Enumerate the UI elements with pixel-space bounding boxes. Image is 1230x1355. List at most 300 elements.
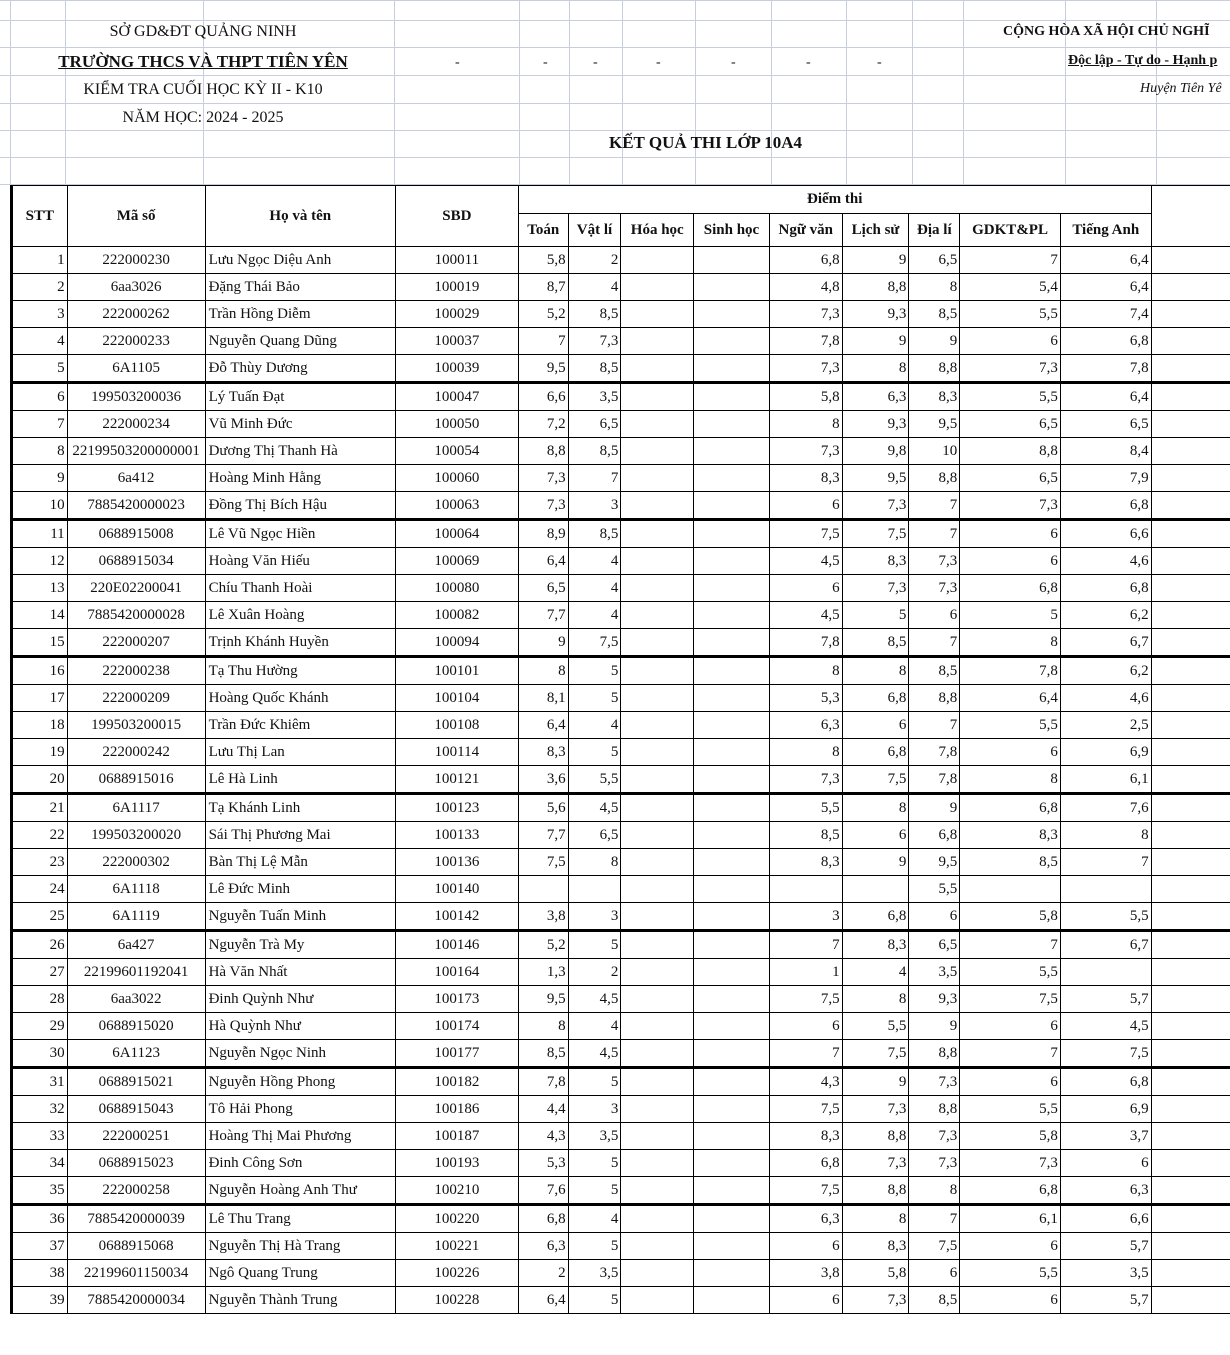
- cell-tieng-anh: 6,1: [1060, 766, 1151, 794]
- cell-ma-so: 0688915043: [67, 1096, 205, 1123]
- cell-vat-li: 5,5: [568, 766, 621, 794]
- cell-dia-li: 7: [909, 492, 960, 520]
- cell-gdktpl: 5,5: [960, 383, 1061, 411]
- cell-toan: 8,1: [518, 685, 568, 712]
- cell-dia-li: 7,8: [909, 739, 960, 766]
- cell-blank: [1151, 959, 1230, 986]
- cell-stt: 33: [12, 1123, 68, 1150]
- cell-gdktpl: 5: [960, 602, 1061, 629]
- cell-lich-su: 6: [842, 822, 909, 849]
- cell-sbd: 100064: [395, 520, 518, 548]
- cell-ngu-van: 8,3: [769, 465, 842, 492]
- table-row: [12, 1096, 1230, 1123]
- cell-toan: 2: [518, 1260, 568, 1287]
- cell-tieng-anh: 6,2: [1060, 657, 1151, 685]
- header-subject: Ngữ văn: [769, 214, 842, 247]
- cell-gdktpl: 5,5: [960, 1096, 1061, 1123]
- cell-hoa-hoc: [621, 903, 694, 931]
- cell-gdktpl: 7,8: [960, 657, 1061, 685]
- table-row: [12, 876, 1230, 903]
- cell-dia-li: 7,5: [909, 1233, 960, 1260]
- table-row: [12, 1040, 1230, 1068]
- cell-vat-li: 3: [568, 1096, 621, 1123]
- cell-ho-ten: Đặng Thái Bảo: [205, 274, 395, 301]
- cell-ho-ten: Hà Quỳnh Như: [205, 1013, 395, 1040]
- cell-lich-su: 6,8: [842, 739, 909, 766]
- dash-mark: -: [877, 55, 882, 70]
- cell-vat-li: [568, 876, 621, 903]
- table-row: [12, 383, 1230, 411]
- cell-ngu-van: 8: [769, 411, 842, 438]
- cell-vat-li: 4: [568, 548, 621, 575]
- cell-sbd: 100177: [395, 1040, 518, 1068]
- cell-ma-so: 222000209: [67, 685, 205, 712]
- cell-stt: 1: [12, 247, 68, 274]
- cell-tieng-anh: 5,7: [1060, 1287, 1151, 1314]
- cell-sinh-hoc: [694, 794, 770, 822]
- cell-dia-li: 10: [909, 438, 960, 465]
- cell-toan: 7: [518, 328, 568, 355]
- cell-ngu-van: 7: [769, 1040, 842, 1068]
- cell-gdktpl: 7: [960, 1040, 1061, 1068]
- cell-toan: 8: [518, 657, 568, 685]
- cell-sbd: 100011: [395, 247, 518, 274]
- cell-blank: [1151, 465, 1230, 492]
- cell-gdktpl: 7,3: [960, 492, 1061, 520]
- cell-tieng-anh: 8: [1060, 822, 1151, 849]
- cell-lich-su: 7,5: [842, 766, 909, 794]
- cell-gdktpl: 5,5: [960, 959, 1061, 986]
- cell-toan: 7,2: [518, 411, 568, 438]
- cell-dia-li: 8,8: [909, 1096, 960, 1123]
- cell-gdktpl: 8,5: [960, 849, 1061, 876]
- cell-ngu-van: 7,5: [769, 1096, 842, 1123]
- cell-ho-ten: Lưu Ngọc Diệu Anh: [205, 247, 395, 274]
- cell-vat-li: 4: [568, 712, 621, 739]
- cell-vat-li: 8: [568, 849, 621, 876]
- cell-toan: 8,9: [518, 520, 568, 548]
- header-subject: Hóa học: [621, 214, 694, 247]
- cell-dia-li: 6: [909, 903, 960, 931]
- cell-sbd: 100221: [395, 1233, 518, 1260]
- cell-dia-li: 9,3: [909, 986, 960, 1013]
- cell-ngu-van: 6: [769, 492, 842, 520]
- table-row: [12, 685, 1230, 712]
- cell-blank: [1151, 739, 1230, 766]
- cell-ngu-van: 7,5: [769, 520, 842, 548]
- cell-ho-ten: Đinh Công Sơn: [205, 1150, 395, 1177]
- cell-ngu-van: 4,3: [769, 1068, 842, 1096]
- cell-toan: 5,2: [518, 931, 568, 959]
- department-name: SỞ GD&ĐT QUẢNG NINH: [109, 23, 297, 40]
- cell-sinh-hoc: [694, 739, 770, 766]
- cell-vat-li: 5: [568, 1068, 621, 1096]
- cell-dia-li: 3,5: [909, 959, 960, 986]
- cell-vat-li: 4,5: [568, 1040, 621, 1068]
- cell-vat-li: 4: [568, 1205, 621, 1233]
- cell-sinh-hoc: [694, 1233, 770, 1260]
- cell-blank: [1151, 438, 1230, 465]
- cell-sinh-hoc: [694, 876, 770, 903]
- table-row: [12, 602, 1230, 629]
- cell-tieng-anh: 8,4: [1060, 438, 1151, 465]
- cell-lich-su: 8,5: [842, 629, 909, 657]
- cell-gdktpl: 5,5: [960, 1260, 1061, 1287]
- cell-ngu-van: 4,5: [769, 602, 842, 629]
- cell-tieng-anh: 6,4: [1060, 274, 1151, 301]
- cell-lich-su: 7,5: [842, 520, 909, 548]
- cell-stt: 24: [12, 876, 68, 903]
- cell-stt: 17: [12, 685, 68, 712]
- cell-vat-li: 5: [568, 1150, 621, 1177]
- cell-toan: 3,8: [518, 903, 568, 931]
- cell-sbd: 100047: [395, 383, 518, 411]
- cell-blank: [1151, 1096, 1230, 1123]
- cell-tieng-anh: 6,4: [1060, 383, 1151, 411]
- cell-vat-li: 5: [568, 657, 621, 685]
- cell-dia-li: 5,5: [909, 876, 960, 903]
- cell-lich-su: 5,5: [842, 1013, 909, 1040]
- cell-ma-so: 0688915068: [67, 1233, 205, 1260]
- cell-hoa-hoc: [621, 1233, 694, 1260]
- cell-ma-so: 0688915023: [67, 1150, 205, 1177]
- cell-ho-ten: Lê Xuân Hoàng: [205, 602, 395, 629]
- cell-sinh-hoc: [694, 1260, 770, 1287]
- table-row: [12, 766, 1230, 794]
- table-row: [12, 548, 1230, 575]
- cell-lich-su: 6,3: [842, 383, 909, 411]
- cell-hoa-hoc: [621, 986, 694, 1013]
- cell-ma-so: 6a412: [67, 465, 205, 492]
- table-row: [12, 411, 1230, 438]
- cell-hoa-hoc: [621, 657, 694, 685]
- cell-blank: [1151, 383, 1230, 411]
- cell-vat-li: 2: [568, 247, 621, 274]
- cell-stt: 10: [12, 492, 68, 520]
- cell-stt: 22: [12, 822, 68, 849]
- cell-ho-ten: Nguyễn Hoàng Anh Thư: [205, 1177, 395, 1205]
- cell-tieng-anh: 7,5: [1060, 1040, 1151, 1068]
- cell-vat-li: 4: [568, 1013, 621, 1040]
- cell-ho-ten: Tô Hải Phong: [205, 1096, 395, 1123]
- cell-dia-li: 7,3: [909, 1123, 960, 1150]
- cell-toan: 1,3: [518, 959, 568, 986]
- cell-hoa-hoc: [621, 1177, 694, 1205]
- header-subject: Tiếng Anh: [1060, 214, 1151, 247]
- cell-blank: [1151, 274, 1230, 301]
- cell-stt: 11: [12, 520, 68, 548]
- cell-dia-li: 7: [909, 520, 960, 548]
- cell-gdktpl: 6: [960, 328, 1061, 355]
- cell-toan: [518, 876, 568, 903]
- cell-ngu-van: 8,5: [769, 822, 842, 849]
- cell-hoa-hoc: [621, 575, 694, 602]
- cell-stt: 8: [12, 438, 68, 465]
- cell-gdktpl: 6: [960, 1233, 1061, 1260]
- cell-ho-ten: Hoàng Thị Mai Phương: [205, 1123, 395, 1150]
- cell-stt: 21: [12, 794, 68, 822]
- header-subject: Lịch sử: [842, 214, 909, 247]
- cell-hoa-hoc: [621, 1040, 694, 1068]
- cell-lich-su: 6,8: [842, 685, 909, 712]
- cell-stt: 7: [12, 411, 68, 438]
- cell-blank: [1151, 712, 1230, 739]
- cell-stt: 4: [12, 328, 68, 355]
- cell-tieng-anh: 7,4: [1060, 301, 1151, 328]
- cell-ngu-van: 5,8: [769, 383, 842, 411]
- cell-toan: 7,8: [518, 1068, 568, 1096]
- cell-sinh-hoc: [694, 1040, 770, 1068]
- cell-lich-su: 9: [842, 328, 909, 355]
- cell-sbd: 100228: [395, 1287, 518, 1314]
- cell-dia-li: 8,8: [909, 685, 960, 712]
- cell-lich-su: 6: [842, 712, 909, 739]
- cell-ngu-van: 6,8: [769, 247, 842, 274]
- cell-stt: 29: [12, 1013, 68, 1040]
- cell-ngu-van: 7,3: [769, 355, 842, 383]
- cell-hoa-hoc: [621, 1150, 694, 1177]
- header-subject: Địa lí: [909, 214, 960, 247]
- cell-ngu-van: 8: [769, 657, 842, 685]
- cell-ho-ten: Trịnh Khánh Huyền: [205, 629, 395, 657]
- cell-lich-su: 7,5: [842, 1040, 909, 1068]
- cell-sinh-hoc: [694, 1013, 770, 1040]
- cell-blank: [1151, 766, 1230, 794]
- cell-tieng-anh: [1060, 959, 1151, 986]
- cell-dia-li: 8,8: [909, 1040, 960, 1068]
- cell-vat-li: 5: [568, 1287, 621, 1314]
- cell-dia-li: 6: [909, 602, 960, 629]
- cell-sinh-hoc: [694, 1287, 770, 1314]
- cell-sbd: 100142: [395, 903, 518, 931]
- cell-gdktpl: 5,4: [960, 274, 1061, 301]
- dash-mark: -: [731, 55, 736, 70]
- cell-tieng-anh: 6,8: [1060, 575, 1151, 602]
- cell-toan: 4,4: [518, 1096, 568, 1123]
- cell-blank: [1151, 794, 1230, 822]
- cell-stt: 32: [12, 1096, 68, 1123]
- cell-ma-so: 222000258: [67, 1177, 205, 1205]
- cell-sinh-hoc: [694, 822, 770, 849]
- cell-ma-so: 222000251: [67, 1123, 205, 1150]
- cell-toan: 9: [518, 629, 568, 657]
- dash-mark: -: [543, 55, 548, 70]
- cell-stt: 19: [12, 739, 68, 766]
- exam-name: KIỂM TRA CUỐI HỌC KỲ II - K10: [83, 81, 323, 98]
- cell-stt: 3: [12, 301, 68, 328]
- cell-sinh-hoc: [694, 438, 770, 465]
- cell-gdktpl: [960, 876, 1061, 903]
- location: Huyện Tiên Yê: [1140, 81, 1222, 96]
- cell-toan: 7,7: [518, 822, 568, 849]
- grid-line-h: [0, 157, 1230, 158]
- cell-ngu-van: 1: [769, 959, 842, 986]
- cell-sinh-hoc: [694, 301, 770, 328]
- cell-sbd: 100108: [395, 712, 518, 739]
- cell-sinh-hoc: [694, 575, 770, 602]
- cell-tieng-anh: 6: [1060, 1150, 1151, 1177]
- cell-lich-su: 7,3: [842, 1150, 909, 1177]
- cell-hoa-hoc: [621, 1068, 694, 1096]
- cell-toan: 8,3: [518, 739, 568, 766]
- cell-stt: 37: [12, 1233, 68, 1260]
- table-row: [12, 1260, 1230, 1287]
- cell-sbd: 100133: [395, 822, 518, 849]
- cell-dia-li: 8: [909, 1177, 960, 1205]
- cell-toan: 6,5: [518, 575, 568, 602]
- cell-stt: 6: [12, 383, 68, 411]
- cell-gdktpl: 7: [960, 247, 1061, 274]
- cell-lich-su: 8: [842, 986, 909, 1013]
- cell-ngu-van: 6: [769, 575, 842, 602]
- cell-gdktpl: 8,3: [960, 822, 1061, 849]
- cell-blank: [1151, 1177, 1230, 1205]
- cell-ma-so: 222000233: [67, 328, 205, 355]
- cell-hoa-hoc: [621, 520, 694, 548]
- cell-dia-li: 6: [909, 1260, 960, 1287]
- header-stt: STT: [12, 186, 68, 247]
- dash-mark: -: [806, 55, 811, 70]
- cell-hoa-hoc: [621, 766, 694, 794]
- cell-sinh-hoc: [694, 766, 770, 794]
- cell-stt: 16: [12, 657, 68, 685]
- cell-ma-so: 6A1105: [67, 355, 205, 383]
- cell-lich-su: 8: [842, 1205, 909, 1233]
- cell-gdktpl: 6: [960, 1013, 1061, 1040]
- cell-stt: 35: [12, 1177, 68, 1205]
- cell-blank: [1151, 685, 1230, 712]
- cell-ngu-van: 6,8: [769, 1150, 842, 1177]
- cell-sbd: 100037: [395, 328, 518, 355]
- cell-lich-su: 8: [842, 355, 909, 383]
- cell-hoa-hoc: [621, 383, 694, 411]
- table-row: [12, 1233, 1230, 1260]
- cell-tieng-anh: 6,7: [1060, 629, 1151, 657]
- cell-ma-so: 6A1123: [67, 1040, 205, 1068]
- cell-gdktpl: 5,8: [960, 1123, 1061, 1150]
- cell-hoa-hoc: [621, 822, 694, 849]
- cell-vat-li: 5: [568, 931, 621, 959]
- table-row: [12, 328, 1230, 355]
- cell-sbd: 100220: [395, 1205, 518, 1233]
- table-row: [12, 247, 1230, 274]
- cell-ma-so: 222000302: [67, 849, 205, 876]
- header-sbd: SBD: [395, 186, 518, 247]
- cell-lich-su: 8,8: [842, 1177, 909, 1205]
- cell-tieng-anh: 3,7: [1060, 1123, 1151, 1150]
- cell-gdktpl: 6: [960, 1068, 1061, 1096]
- dash-mark: -: [593, 55, 598, 70]
- cell-tieng-anh: 6,6: [1060, 1205, 1151, 1233]
- cell-ngu-van: 6: [769, 1233, 842, 1260]
- cell-dia-li: 6,5: [909, 247, 960, 274]
- cell-ma-so: 222000242: [67, 739, 205, 766]
- cell-tieng-anh: 4,6: [1060, 548, 1151, 575]
- cell-ma-so: 0688915016: [67, 766, 205, 794]
- cell-ho-ten: Đỗ Thùy Dương: [205, 355, 395, 383]
- cell-lich-su: 6,8: [842, 903, 909, 931]
- cell-toan: 5,3: [518, 1150, 568, 1177]
- cell-gdktpl: 6,5: [960, 465, 1061, 492]
- grid-line-h: [0, 0, 1230, 1]
- cell-ngu-van: 4,5: [769, 548, 842, 575]
- cell-hoa-hoc: [621, 1260, 694, 1287]
- cell-vat-li: 8,5: [568, 438, 621, 465]
- cell-sbd: 100164: [395, 959, 518, 986]
- cell-blank: [1151, 657, 1230, 685]
- grid-line-h: [0, 75, 1230, 76]
- cell-ho-ten: Hoàng Minh Hằng: [205, 465, 395, 492]
- cell-blank: [1151, 1260, 1230, 1287]
- cell-toan: 5,8: [518, 247, 568, 274]
- cell-ma-so: 7885420000034: [67, 1287, 205, 1314]
- cell-gdktpl: 5,5: [960, 712, 1061, 739]
- cell-hoa-hoc: [621, 931, 694, 959]
- cell-toan: 6,4: [518, 1287, 568, 1314]
- dash-mark: -: [656, 55, 661, 70]
- cell-blank: [1151, 301, 1230, 328]
- cell-sinh-hoc: [694, 849, 770, 876]
- cell-ho-ten: Nguyễn Quang Dũng: [205, 328, 395, 355]
- cell-sinh-hoc: [694, 629, 770, 657]
- cell-stt: 9: [12, 465, 68, 492]
- cell-sbd: 100080: [395, 575, 518, 602]
- cell-sbd: 100121: [395, 766, 518, 794]
- header-subject: Vật lí: [568, 214, 621, 247]
- cell-sbd: 100123: [395, 794, 518, 822]
- cell-gdktpl: 8: [960, 766, 1061, 794]
- cell-vat-li: 5: [568, 1177, 621, 1205]
- cell-blank: [1151, 548, 1230, 575]
- cell-blank: [1151, 931, 1230, 959]
- cell-sinh-hoc: [694, 959, 770, 986]
- cell-sinh-hoc: [694, 657, 770, 685]
- cell-sbd: 100193: [395, 1150, 518, 1177]
- cell-sbd: 100114: [395, 739, 518, 766]
- cell-sinh-hoc: [694, 520, 770, 548]
- cell-gdktpl: 6,8: [960, 1177, 1061, 1205]
- cell-ngu-van: 6,3: [769, 712, 842, 739]
- cell-lich-su: 8: [842, 657, 909, 685]
- table-row: [12, 1287, 1230, 1314]
- cell-lich-su: 9,3: [842, 411, 909, 438]
- cell-sinh-hoc: [694, 602, 770, 629]
- cell-ma-so: 0688915021: [67, 1068, 205, 1096]
- cell-stt: 27: [12, 959, 68, 986]
- cell-dia-li: 8,8: [909, 355, 960, 383]
- cell-tieng-anh: 2,5: [1060, 712, 1151, 739]
- cell-sinh-hoc: [694, 465, 770, 492]
- cell-dia-li: 8,5: [909, 1287, 960, 1314]
- cell-dia-li: 7,8: [909, 766, 960, 794]
- cell-gdktpl: 6,8: [960, 794, 1061, 822]
- cell-ho-ten: Lê Đức Minh: [205, 876, 395, 903]
- cell-ma-so: 220E02200041: [67, 575, 205, 602]
- cell-tieng-anh: 5,7: [1060, 986, 1151, 1013]
- cell-vat-li: 4: [568, 575, 621, 602]
- header-subject: GDKT&PL: [960, 214, 1061, 247]
- table-row: [12, 629, 1230, 657]
- cell-toan: 8,8: [518, 438, 568, 465]
- cell-blank: [1151, 1068, 1230, 1096]
- cell-blank: [1151, 986, 1230, 1013]
- cell-toan: 9,5: [518, 986, 568, 1013]
- cell-vat-li: 3,5: [568, 1123, 621, 1150]
- cell-hoa-hoc: [621, 685, 694, 712]
- cell-hoa-hoc: [621, 1013, 694, 1040]
- cell-gdktpl: 6: [960, 548, 1061, 575]
- cell-gdktpl: 6: [960, 739, 1061, 766]
